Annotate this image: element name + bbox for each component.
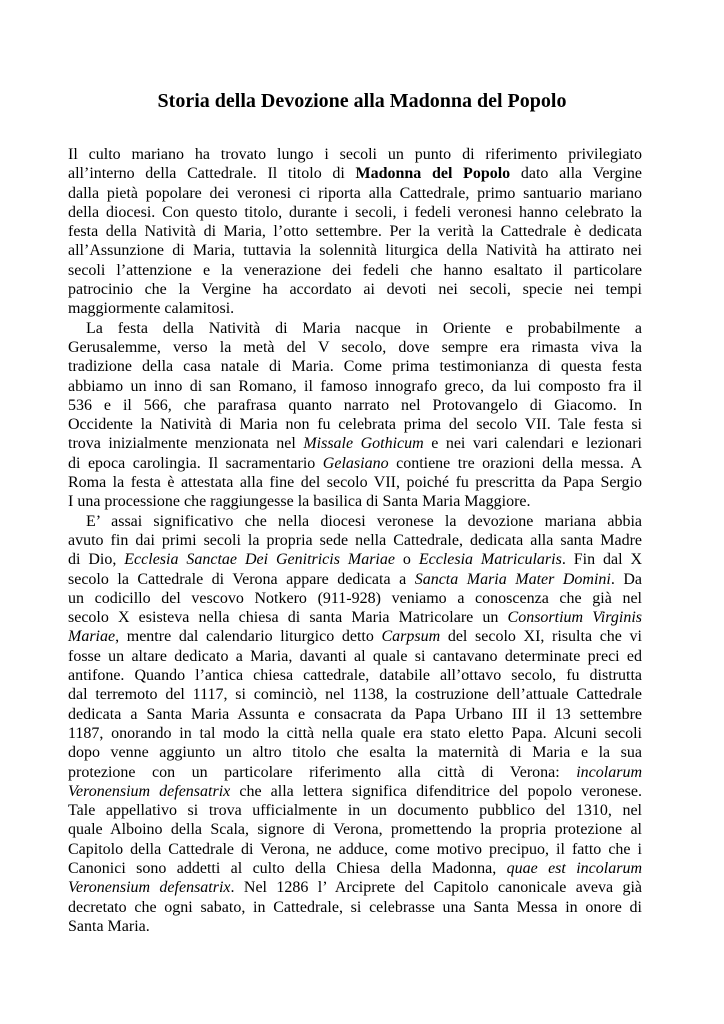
text-line — [68, 550, 642, 569]
text-line — [68, 222, 642, 241]
text-segment: I una processione che raggiungesse la basilica di Santa Maria Maggiore. — [68, 493, 531, 511]
text-segment: . Nel 1286 l’ Arciprete del Capitolo canonicale aveva già — [230, 879, 642, 897]
italic-text: Mariae — [68, 628, 116, 646]
text-segment: di epoca carolingia. Il sacramentario — [68, 454, 323, 472]
text-segment: Tale appellativo si trova ufficialmente in un documento pubblico del 1310, nel — [68, 802, 642, 820]
text-line — [68, 840, 642, 859]
bold-text: Madonna del Popolo — [355, 165, 511, 183]
text-segment: protezione con un particolare riferimento alla città di Verona: — [68, 763, 577, 781]
text-line — [68, 319, 642, 338]
text-segment: dalla pietà popolare dei veronesi ci riporta alla Cattedrale, primo santuario mariano — [68, 184, 642, 202]
text-segment: E’ assai significativo che nella diocesi veronese la devozione mariana abbia — [86, 512, 642, 530]
text-segment: 536 e il 566, che parafrasa quanto narrato nel Protovangelo di Giacomo. In — [68, 396, 642, 414]
text-segment: Canonici sono addetti al culto della Chiesa della Madonna, — [68, 859, 507, 877]
text-line — [68, 627, 642, 646]
document-body — [68, 145, 642, 936]
text-segment: tradizione della casa natale di Maria. Come prima testimonianza di questa festa — [68, 358, 642, 376]
text-line — [68, 743, 642, 762]
italic-text: quae est incolarum — [506, 859, 643, 877]
page-title: Storia della Devozione alla Madonna del Popolo — [157, 90, 567, 112]
text-segment: La festa della Natività di Maria nacque in Oriente e probabilmente a — [86, 319, 642, 337]
text-line — [68, 473, 642, 492]
text-line — [68, 898, 642, 917]
italic-text: incolarum — [576, 763, 642, 781]
text-segment: Capitolo della Cattedrale di Verona, ne adduce, come motivo precipuo, il fatto che i — [68, 840, 642, 858]
text-line — [68, 878, 642, 897]
text-segment: 1187, onorando in tal modo la città nella quale era stato eletto Papa. Alcuni secoli — [68, 724, 642, 742]
text-segment: decretato che ogni sabato, in Cattedrale, si celebrasse una Santa Messa in onore di — [68, 898, 642, 916]
text-segment: , mentre dal calendario liturgico detto — [115, 628, 382, 646]
text-segment: del secolo XI, risulta che vi — [440, 628, 642, 646]
text-segment: un codicillo del vescovo Notkero (911-928) veniamo a conoscenza che già nel — [68, 589, 642, 607]
text-line — [68, 763, 642, 782]
text-line — [68, 608, 642, 627]
text-line — [68, 705, 642, 724]
text-line — [68, 145, 642, 164]
text-segment: maggiormente calamitosi. — [68, 300, 235, 318]
text-segment: o — [394, 551, 419, 569]
text-line — [68, 570, 642, 589]
text-segment: Santa Maria. — [68, 917, 150, 935]
text-line — [68, 820, 642, 839]
text-segment: secolo X esisteva nella chiesa di santa Maria Matricolare un — [68, 609, 508, 627]
italic-text: Veronensium defensatrix — [68, 879, 231, 897]
text-segment: abbiamo un inno di san Romano, il famoso innografo greco, da lui composto fra il — [68, 377, 642, 395]
italic-text: Consortium Virginis — [507, 609, 643, 627]
text-segment: Gerusalemme, verso la metà del V secolo, dove sempre era rimasta viva la — [68, 338, 642, 356]
italic-text: Carpsum — [381, 628, 441, 646]
text-segment: dopo venne aggiunto un altro titolo che esalta la maternità di Maria e la sua — [68, 744, 642, 762]
text-segment: e nei vari calendari e lezionari — [423, 435, 643, 453]
text-line — [68, 859, 642, 878]
text-segment: . Fin dal X — [561, 551, 642, 569]
text-segment: dato alla Vergine — [510, 165, 643, 183]
text-line — [68, 666, 642, 685]
text-line — [68, 724, 642, 743]
text-line — [68, 685, 642, 704]
text-line — [68, 164, 642, 183]
text-line — [68, 184, 642, 203]
italic-text: Ecclesia Sanctae Dei Genitricis Mariae — [124, 551, 395, 569]
text-segment: patrocinio che la Vergine ha accordato ai devoti nei secoli, specie nei tempi — [68, 281, 642, 299]
text-line — [68, 647, 642, 666]
text-line — [68, 396, 642, 415]
text-line — [68, 377, 642, 396]
text-segment: antifone. Quando l’antica chiesa cattedrale, databile all’ottavo secolo, fu distrutta — [68, 667, 642, 685]
text-segment: Roma la festa è attestata alla fine del secolo VII, poiché fu prescritta da Papa Sergio — [68, 474, 642, 492]
text-line — [68, 338, 642, 357]
text-line — [68, 589, 642, 608]
text-segment: Occidente la Natività di Maria non fu celebrata prima del secolo VII. Tale festa si — [68, 416, 642, 434]
text-line — [68, 261, 642, 280]
text-segment: che alla lettera significa difenditrice del popolo veronese. — [230, 782, 643, 800]
text-segment: secolo la Cattedrale di Verona appare dedicata a — [68, 570, 415, 588]
text-segment: avuto fin dai primi secoli la propria sede nella Cattedrale, dedicata alla santa Madre — [68, 531, 642, 549]
italic-text: Gelasiano — [322, 454, 389, 472]
text-line — [68, 801, 642, 820]
text-segment: secoli l’attenzione e la venerazione dei fedeli che hanno esaltato il particolare — [68, 261, 642, 279]
text-line — [68, 454, 642, 473]
text-segment: festa della Natività di Maria, l’otto settembre. Per la verità la Cattedrale è dedicata — [68, 223, 642, 241]
text-segment: fosse un altare dedicato a Maria, davanti al quale si cantavano determinate preci ed — [68, 647, 642, 665]
italic-text: Veronensium defensatrix — [68, 782, 231, 800]
italic-text: Ecclesia Matricularis — [418, 551, 562, 569]
italic-text: Missale Gothicum — [303, 435, 424, 453]
text-segment: di Dio, — [68, 551, 125, 569]
text-line — [68, 299, 642, 318]
text-line — [68, 512, 642, 531]
text-line — [68, 434, 642, 453]
text-segment: all’Assunzione di Maria, tuttavia la solennità liturgica della Natività ha attirato nei — [68, 242, 642, 260]
italic-text: Sancta Maria Mater Domini — [414, 570, 611, 588]
text-line — [68, 203, 642, 222]
text-segment: Il culto mariano ha trovato lungo i secoli un punto di riferimento privilegiato — [68, 146, 642, 163]
text-segment: dal terremoto del 1117, si cominciò, nel 1138, la costruzione dell’attuale Cattedrale — [68, 686, 642, 704]
text-line — [68, 492, 642, 511]
text-line — [68, 241, 642, 260]
text-line — [68, 280, 642, 299]
text-line — [68, 415, 642, 434]
text-line — [68, 782, 642, 801]
text-segment: dedicata a Santa Maria Assunta e consacrata da Papa Urbano III il 13 settembre — [68, 705, 642, 723]
text-segment: contiene tre orazioni della messa. A — [388, 454, 643, 472]
text-line — [68, 917, 642, 936]
text-segment: della diocesi. Con questo titolo, durante i secoli, i fedeli veronesi hanno celebrato la — [68, 203, 642, 221]
text-segment: all’interno della Cattedrale. Il titolo di — [68, 165, 356, 183]
text-segment: . Da — [610, 570, 643, 588]
text-line — [68, 357, 642, 376]
text-segment: quale Alboino della Scala, signore di Verona, promettendo la propria protezione al — [68, 821, 642, 839]
text-segment: trova inizialmente menzionata nel — [68, 435, 304, 453]
text-line — [68, 531, 642, 550]
